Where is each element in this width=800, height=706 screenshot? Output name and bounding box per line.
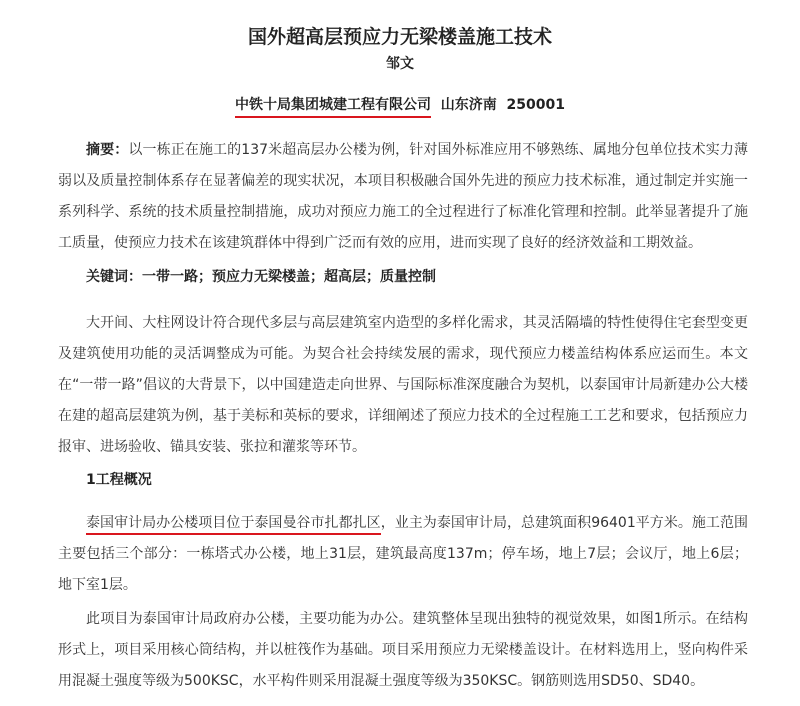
section-heading: 1工程概况 — [86, 472, 152, 488]
abstract-label: 摘要： — [86, 142, 129, 158]
intro-paragraph: 大开间、大柱网设计符合现代多层与高层建筑室内造型的多样化需求，其灵活隔墙的特性使得住宅套型变更及建筑使用功能的灵活调整成为可能。为契合社会持续发展的需求，现代预应力楼盖结构体系应运而生。本文在“一带一路”倡议的大背景下，以中国建造走向世界、与国际标准深度融合为契机，以泰国审计局新建办公大楼在建的超高层建筑为例，基于美标和英标的要求，详细阐述了预应力技术的全过程施工工艺和要求，包括预应力报审、进场验收、锚具安装、张拉和灌浆等环节。 — [58, 315, 748, 455]
keywords-paragraph — [58, 262, 748, 293]
overview-text: ，业主为泰国审计局，总建筑面积96401平方米。施工范围主要包括三个部分：一栋塔式办公楼，地上31层，建筑最高度137m；停车场，地上7层；会议厅，地上6层；地下室1层。 — [58, 515, 748, 593]
project-location-highlight: 泰国审计局办公楼项目位于泰国曼谷市扎都扎区 — [86, 515, 381, 535]
abstract-paragraph — [58, 135, 748, 259]
affiliation-organization: 中铁十局集团城建工程有限公司 — [235, 97, 431, 118]
keywords-text: 一带一路；预应力无梁楼盖；超高层；质量控制 — [142, 269, 436, 285]
affiliation-location: 山东济南 — [440, 97, 497, 113]
affiliation-postcode: 250001 — [506, 97, 565, 113]
article-title: 国外超高层预应力无梁楼盖施工技术 — [247, 26, 552, 48]
project-description-paragraph: 此项目为泰国审计局政府办公楼，主要功能为办公。建筑整体呈现出独特的视觉效果，如图1所示。在结构形式上，项目采用核心筒结构，并以桩筏作为基础。项目采用预应力无梁楼盖设计。在材料选用上，竖向构件采用混凝土强度等级为500KSC，水平构件则采用混凝土强度等级为350KSC。钢筋则选用SD50、SD40。 — [58, 611, 748, 689]
article-author: 邹文 — [386, 56, 414, 72]
keywords-label: 关键词： — [86, 269, 142, 285]
abstract-text: 以一栋正在施工的137米超高层办公楼为例，针对国外标准应用不够熟练、属地分包单位技术实力薄弱以及质量控制体系存在显著偏差的现实状况，本项目积极融合国外先进的预应力技术标准，通过制定并实施一系列科学、系统的技术质量控制措施，成功对预应力施工的全过程进行了标准化管理和控制。此举显著提升了施工质量，使预应力技术在该建筑群体中得到广泛而有效的应用，进而实现了良好的经济效益和工期效益。 — [58, 142, 748, 251]
author-affiliation — [0, 95, 800, 115]
overview-paragraph — [58, 508, 748, 601]
